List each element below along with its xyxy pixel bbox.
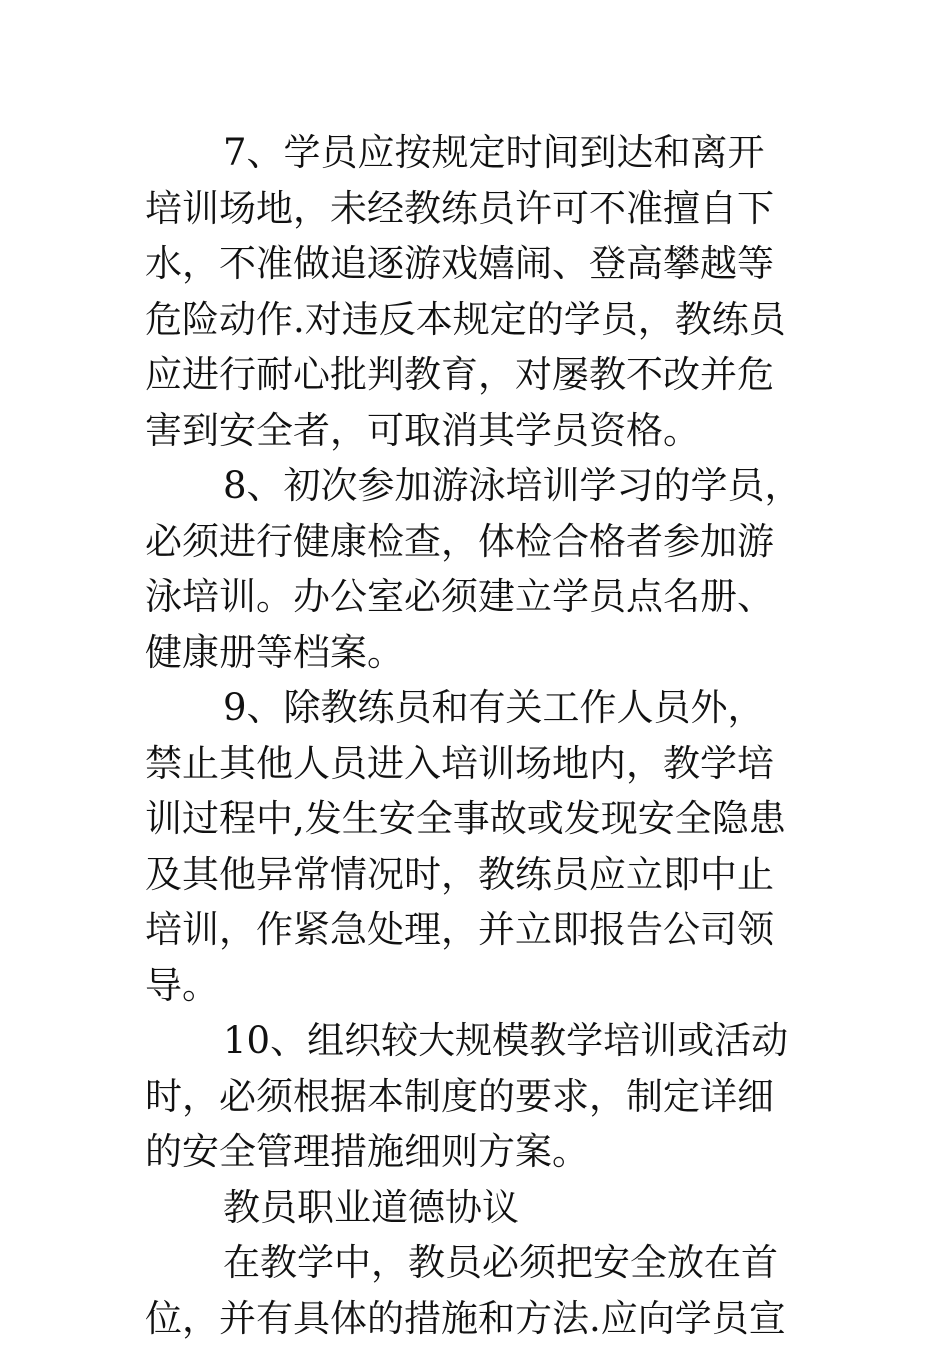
section-heading: 教员职业道德协议 xyxy=(145,1180,815,1236)
text-line: 在教学中，教员必须把安全放在首 xyxy=(145,1235,815,1291)
text-line: 水，不准做追逐游戏嬉闹、登高攀越等 xyxy=(145,236,815,292)
text-line: 时，必须根据本制度的要求，制定详细 xyxy=(145,1069,815,1125)
text-line: 及其他异常情况时，教练员应立即中止 xyxy=(145,847,815,903)
text-line: 9、除教练员和有关工作人员外， xyxy=(145,680,815,736)
text-line: 8、初次参加游泳培训学习的学员， xyxy=(145,458,815,514)
text-line: 健康册等档案。 xyxy=(145,625,815,681)
document-page xyxy=(145,125,815,1346)
text-line: 禁止其他人员进入培训场地内，教学培 xyxy=(145,736,815,792)
text-line: 训过程中,发生安全事故或发现安全隐患 xyxy=(145,791,815,847)
text-line: 培训，作紧急处理，并立即报告公司领 xyxy=(145,902,815,958)
text-line: 害到安全者，可取消其学员资格。 xyxy=(145,403,815,459)
text-line: 10、组织较大规模教学培训或活动 xyxy=(145,1013,815,1069)
text-line: 培训场地，未经教练员许可不准擅自下 xyxy=(145,181,815,237)
text-line: 危险动作.对违反本规定的学员，教练员 xyxy=(145,292,815,348)
text-line: 导。 xyxy=(145,958,815,1014)
text-line: 应进行耐心批判教育，对屡教不改并危 xyxy=(145,347,815,403)
text-line: 位，并有具体的措施和方法.应向学员宣 xyxy=(145,1291,815,1346)
text-line: 7、学员应按规定时间到达和离开 xyxy=(145,125,815,181)
text-line: 必须进行健康检查，体检合格者参加游 xyxy=(145,514,815,570)
text-line: 的安全管理措施细则方案。 xyxy=(145,1124,815,1180)
text-line: 泳培训。办公室必须建立学员点名册、 xyxy=(145,569,815,625)
